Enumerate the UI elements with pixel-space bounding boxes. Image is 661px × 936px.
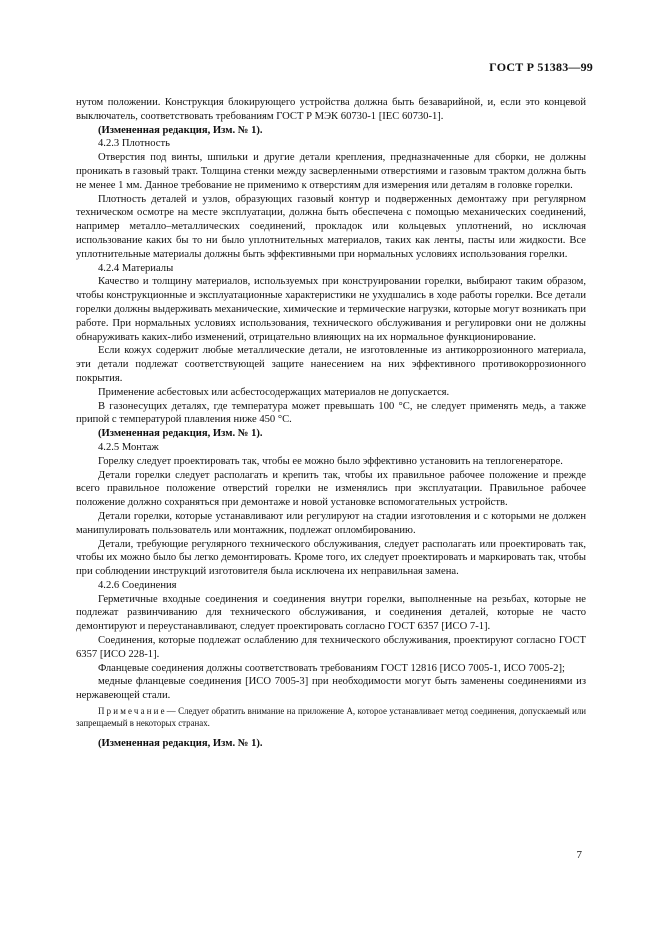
section-heading-4-2-6: 4.2.6 Соединения bbox=[98, 579, 177, 591]
page-number: 7 bbox=[576, 849, 582, 861]
paragraph: Детали, требующие регулярного технического обслуживания, следует располагать или проектировать так, чтобы их можно было бы легко демонтировать. Кроме того, их следует проектировать и маркировать так, чтобы при соблюдении инструкций изготовителя была исключена их неправильная замена. bbox=[76, 538, 586, 578]
amendment-note: (Измененная редакция, Изм. № 1). bbox=[98, 428, 263, 440]
paragraph: Детали горелки следует располагать и крепить так, чтобы их правильное рабочее положение и прежде всего правильное положение отверстий горелки не изменялись при эксплуатации. Правильное рабочее положение должно сохраняться при демонтаже и новой установке вспомогательных устройств. bbox=[76, 469, 586, 509]
paragraph: Герметичные входные соединения и соединения внутри горелки, выполненные на резьбах, которые не подлежат развинчиванию для технического обслуживания, и соединения деталей, которые не часто демонтируют и переустанавливают, следует проектировать согласно ГОСТ 6357 [ИСО 7-1]. bbox=[76, 593, 586, 633]
paragraph: В газонесущих деталях, где температура может превышать 100 °С, не следует применять медь, а также припой с температурой плавления ниже 450 °С. bbox=[76, 400, 586, 426]
paragraph: Применение асбестовых или асбестосодержащих материалов не допускается. bbox=[98, 386, 450, 398]
paragraph: медные фланцевые соединения [ИСО 7005-3] при необходимости могут быть заменены соединениями из нержавеющей стали. bbox=[76, 676, 586, 702]
paragraph: Горелку следует проектировать так, чтобы ее можно было эффективно установить на теплогенераторе. bbox=[98, 455, 563, 467]
note-text: — Следует обратить внимание на приложение А, которое устанавливает метод соединения, допускаемый или запрещаемый в некоторых странах. bbox=[76, 706, 586, 728]
paragraph: Фланцевые соединения должны соответствовать требованиям ГОСТ 12816 [ИСО 7005-1, ИСО 7005-2]; bbox=[98, 662, 565, 674]
section-heading-4-2-3: 4.2.3 Плотность bbox=[98, 138, 170, 150]
section-heading-4-2-5: 4.2.5 Монтаж bbox=[98, 441, 159, 453]
note-paragraph bbox=[76, 706, 586, 729]
document-body bbox=[76, 96, 586, 751]
paragraph: Плотность деталей и узлов, образующих газовый контур и подверженных демонтажу при регулярном техническом осмотре на месте эксплуатации, должна быть обеспечена с помощью механических соединений, например металло–металлических соединений, прокладок или кольцевых уплотнений, но исключая использование каких бы то ни было уплотнительных материалов, таких как ленты, пасты или жидкости. Все уплотнительные материалы должны быть эффективными при нормальных условиях использования горелки. bbox=[76, 193, 586, 260]
paragraph: Качество и толщину материалов, используемых при конструировании горелки, выбирают таким образом, чтобы конструкционные и эксплуатационные характеристики не ухудшались в ходе работы горелки. Все детали горелки должны выдерживать механические, химические и термические нагрузки, которые могут возникать при работе. При нормальных условиях использования, технического обслуживания и регулировки они не должны обнаруживать каких-либо изменений, отрицательно влияющих на их нормальное функционирование. bbox=[76, 276, 586, 343]
section-heading-4-2-4: 4.2.4 Материалы bbox=[98, 262, 174, 274]
paragraph: Детали горелки, которые устанавливают или регулируют на стадии изготовления и с которыми не должен манипулировать пользователь или монтажник, подлежат опломбированию. bbox=[76, 510, 586, 536]
paragraph: Отверстия под винты, шпильки и другие детали крепления, предназначенные для сборки, не должны проникать в газовый тракт. Толщина стенки между засверленными отверстиями и газовым трактом должна быть не менее 1 мм. Данное требование не применимо к отверстиям для измерения или деталям в головке горелки. bbox=[76, 152, 586, 191]
paragraph: Если кожух содержит любые металлические детали, не изготовленные из антикоррозионного материала, эти детали подлежат соответствующей защите нанесением на них эффективного противокоррозионного покрытия. bbox=[76, 345, 586, 384]
amendment-note: (Измененная редакция, Изм. № 1). bbox=[98, 124, 263, 136]
note-label: Примечание bbox=[98, 706, 167, 717]
document-code-header: ГОСТ Р 51383—99 bbox=[489, 60, 593, 74]
paragraph: нутом положении. Конструкция блокирующего устройства должна быть безаварийной, и, если это концевой выключатель, соответствовать требованиям ГОСТ Р МЭК 60730-1 [IEC 60730-1]. bbox=[76, 97, 586, 122]
paragraph: Соединения, которые подлежат ослаблению для технического обслуживания, проектируют согласно ГОСТ 6357 [ИСО 228-1]. bbox=[76, 635, 586, 660]
amendment-note: (Измененная редакция, Изм. № 1). bbox=[98, 738, 263, 750]
